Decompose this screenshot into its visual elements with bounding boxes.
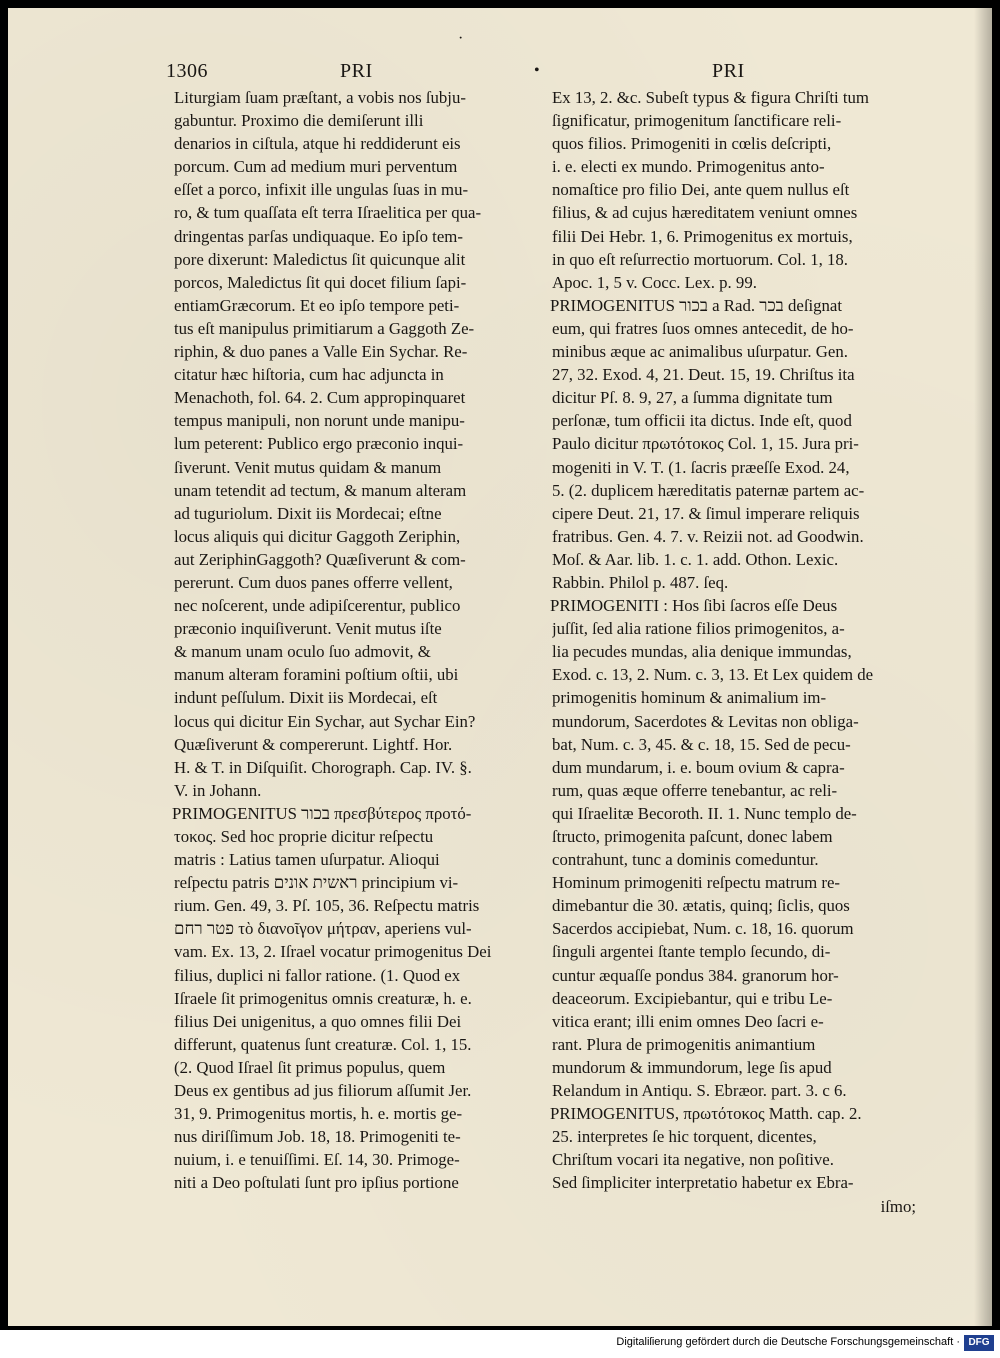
text-line: riphin, & duo panes a Valle Ein Sychar. Re- — [174, 342, 468, 362]
text-line: Ex 13, 2. &c. Subeſt typus & figura Chriſti tum — [552, 88, 869, 107]
text-line: dringentas parſas undiquaque. Eo ipſo tem- — [174, 226, 463, 246]
text-line: 25. interpretes ſe hic torquent, dicentes, — [552, 1127, 817, 1147]
text-line: fratribus. Gen. 4. 7. v. Reizii not. ad Goodwin. — [552, 526, 864, 546]
text-line: dicitur Pſ. 8. 9, 27, a ſumma dignitate tum — [552, 388, 833, 408]
text-line: Liturgiam ſuam præſtant, a vobis nos ſubju- — [174, 88, 466, 107]
text-line: ſinguli argentei ſtante templo ſecundo, di- — [552, 942, 831, 962]
text-line: qui Iſraelitæ Becoroth. II. 1. Nunc templo de- — [552, 803, 857, 823]
text-line: matris : Latius tamen uſurpatur. Alioqui — [174, 850, 440, 870]
text-line: mundorum & immundorum, lege ſis apud — [552, 1057, 832, 1077]
text-line: deaceorum. Excipiebantur, qui e tribu Le- — [552, 988, 833, 1008]
text-line: PRIMOGENITI : Hos ſibi ſacros eſſe Deus — [550, 596, 838, 616]
text-line: Exod. c. 13, 2. Num. c. 3, 13. Et Lex quidem de — [552, 665, 874, 685]
text-line: primogenitis hominum & animalium im- — [552, 688, 827, 708]
text-line: vam. Ex. 13, 2. Iſrael vocatur primogenitus Dei — [174, 942, 492, 962]
text-line: indunt peſſulum. Dixit iis Mordecai, eſt — [174, 688, 438, 708]
text-line: (2. Quod Iſrael ſit primus populus, quem — [174, 1057, 446, 1077]
text-line: rant. Plura de primogenitis animantium — [552, 1034, 816, 1054]
text-line: Moſ. & Aar. lib. 1. c. 1. add. Othon. Lexic. — [552, 549, 839, 569]
text-line: eſſet a porco, infixit ille ungulas ſuas in mu- — [174, 180, 469, 200]
text-line: nomaſtice pro filio Dei, ante quem nullus eſt — [552, 180, 850, 200]
text-line: tempus manipuli, non norunt unde manipu- — [174, 411, 465, 431]
text-line: cuntur æquaſſe pondus 384. granorum hor- — [552, 965, 839, 985]
text-line: iſmo; — [880, 1196, 916, 1216]
text-line: Sed ſimpliciter interpretatio habetur ex Ebra- — [552, 1173, 854, 1193]
text-line: Hominum primogeniti reſpectu matrum re- — [552, 873, 841, 893]
text-line: eum, qui fratres ſuos omnes antecedit, de ho- — [552, 318, 854, 338]
funding-credit: Digitaliſierung gefördert durch die Deutsche Forschungsgemeinschaft · — [616, 1336, 960, 1348]
text-line: ro, & tum quaſſata eſt terra Iſraelitica per qua- — [174, 203, 482, 223]
text-line: differunt, quatenus ſunt creaturæ. Col. 1, 15. — [174, 1034, 472, 1054]
page-speck: · — [458, 30, 464, 47]
text-line: pererunt. Cum duos panes offerre vellent, — [174, 572, 453, 592]
text-line: cipere Deut. 21, 17. & ſimul imperare reliquis — [552, 503, 860, 523]
text-line: פטר רחם τὸ διανοῖγον μήτραν, aperiens vul- — [174, 919, 472, 939]
text-line: manum alteram foramini poſtium oſtii, ubi — [174, 665, 459, 685]
text-line: aut ZeriphinGaggoth? Quæſiverunt & com- — [174, 549, 466, 569]
text-line: Sacerdos accipiebat, Num. c. 18, 16. quorum — [552, 919, 854, 939]
text-line: Iſraele ſit primogenitus omnis creaturæ, h. e. — [174, 988, 472, 1008]
text-line: filius, duplici ni fallor ratione. (1. Quod ex — [174, 965, 461, 985]
text-line: ſignificatur, primogenitum ſanctificare reli- — [552, 111, 842, 131]
page-number: 1306 — [166, 60, 208, 82]
text-line: filius Dei unigenitus, a quo omnes filii Dei — [174, 1011, 462, 1031]
text-line: PRIMOGENITUS, πρωτότοκος Matth. cap. 2. — [550, 1104, 862, 1124]
text-line: reſpectu patris ראשית אונים principium vi- — [174, 873, 459, 893]
text-line: dimebantur die 30. ætatis, quinq; ſiclis, quos — [552, 896, 850, 916]
text-line: Chriſtum vocari ita negative, non poſitive. — [552, 1150, 834, 1170]
text-line: nus diriſſimum Job. 18, 18. Primogeniti te- — [174, 1127, 461, 1147]
text-line: τοκος. Sed hoc proprie dicitur reſpectu — [174, 827, 434, 846]
text-line: in quo eſt reſurrectio mortuorum. Col. 1, 18. — [552, 249, 848, 269]
text-line: H. & T. in Diſquiſit. Chorograph. Cap. IV. §. — [174, 757, 472, 777]
text-line: citatur hæc hiſtoria, cum hac adjuncta in — [174, 365, 444, 385]
text-line: vitica erant; illi enim omnes Deo ſacri e- — [552, 1011, 824, 1031]
text-line: entiamGræcorum. Et eo ipſo tempore peti- — [174, 295, 460, 315]
text-line: ad tuguriolum. Dixit iis Mordecai; eſtne — [174, 503, 442, 523]
running-head-right: PRI — [712, 60, 745, 82]
text-line: Apoc. 1, 5 v. Cocc. Lex. p. 99. — [552, 272, 757, 292]
text-line: dum mundarum, i. e. boum ovium & capra- — [552, 757, 845, 777]
text-line: perſonæ, tum officii ita dictus. Inde eſt, quod — [552, 411, 852, 431]
text-line: pore dixerunt: Maledictus ſit quicunque alit — [174, 249, 466, 269]
text-line: nec noſcerent, unde adipiſcerentur, publico — [174, 596, 461, 616]
text-line: minibus æque ac animalibus uſurpatur. Gen. — [552, 342, 848, 362]
text-line: Quæſiverunt & compererunt. Lightf. Hor. — [174, 734, 453, 754]
text-line: præconio inquiſiverunt. Venit mutus iſte — [174, 619, 442, 639]
text-line: V. in Johann. — [174, 780, 262, 800]
text-line: PRIMOGENITUS בכור a Rad. בכר deſignat — [550, 295, 843, 315]
text-line: locus qui dicitur Ein Sychar, aut Sychar Ein? — [174, 711, 476, 731]
text-line: lia pecudes mundas, alia denique immundas, — [552, 642, 852, 662]
text-line: & manum unam oculo ſuo admovit, & — [174, 642, 431, 662]
text-line: i. e. electi ex mundo. Primogenitus anto- — [552, 157, 825, 177]
text-line: Paulo dicitur πρωτότοκος Col. 1, 15. Jura pri- — [552, 434, 859, 454]
text-line: locus aliquis qui dicitur Gaggoth Zeriphin, — [174, 526, 461, 546]
left-text-column — [174, 86, 536, 1195]
text-line: porcum. Cum ad medium muri perventum — [174, 157, 458, 177]
text-line: juſſit, ſed alia ratione filios primogenitos, a- — [552, 619, 845, 639]
digitization-footer — [0, 1330, 1000, 1358]
dfg-logo: DFG — [964, 1335, 994, 1351]
text-line: ſtructo, primogenita paſcunt, donec labem — [552, 827, 833, 846]
text-line: filii Dei Hebr. 1, 6. Primogenitus ex mortuis, — [552, 226, 853, 246]
text-line: Menachoth, fol. 64. 2. Cum appropinquaret — [174, 388, 466, 408]
text-line: tus eſt manipulus primitiarum a Gaggoth Ze- — [174, 318, 475, 338]
text-line: Deus ex gentibus ad jus filiorum aſſumit Jer. — [174, 1081, 472, 1101]
header-ornament-dot: • — [534, 62, 540, 79]
text-line: quos filios. Primogeniti in cœlis deſcripti, — [552, 134, 832, 154]
text-line: 5. (2. duplicem hæreditatis paternæ partem ac- — [552, 480, 865, 500]
text-line: lum peterent: Publico ergo præconio inqui- — [174, 434, 464, 454]
text-line: denarios in ciſtula, atque hi reddiderunt eis — [174, 134, 461, 154]
text-line: gabuntur. Proximo die demiſerunt illi — [174, 111, 424, 131]
text-line: mundorum, Sacerdotes & Levitas non obliga- — [552, 711, 859, 731]
text-line: filius, & ad cujus hæreditatem veniunt omnes — [552, 203, 858, 223]
text-line: Rabbin. Philol p. 487. ſeq. — [552, 572, 729, 592]
text-line: 27, 32. Exod. 4, 21. Deut. 15, 19. Chriſtus ita — [552, 365, 855, 385]
text-line: PRIMOGENITUS בכור πρεσβύτερος προτό- — [172, 803, 472, 823]
text-line: rium. Gen. 49, 3. Pſ. 105, 36. Reſpectu matris — [174, 896, 480, 916]
right-text-column — [552, 86, 916, 1218]
page-gutter-shadow — [974, 8, 992, 1326]
text-line: bat, Num. c. 3, 45. & c. 18, 15. Sed de pecu- — [552, 734, 851, 754]
text-line: ſiverunt. Venit mutus quidam & manum — [174, 457, 442, 477]
text-line: contrahunt, tunc a dominis comeduntur. — [552, 850, 819, 870]
text-line: nuium, i. e tenuiſſimi. Eſ. 14, 30. Primoge- — [174, 1150, 460, 1170]
text-line: niti a Deo poſtulati ſunt pro ipſius portione — [174, 1173, 459, 1193]
text-line: mogeniti in V. T. (1. ſacris præeſſe Exod. 24, — [552, 457, 850, 477]
text-line: 31, 9. Primogenitus mortis, h. e. mortis ge- — [174, 1104, 463, 1124]
text-line: unam tetendit ad tectum, & manum alteram — [174, 480, 467, 500]
text-line: rum, quas æque offerre tenebantur, ac reli- — [552, 780, 838, 800]
running-head-left: PRI — [340, 60, 373, 82]
text-line: Relandum in Antiqu. S. Ebræor. part. 3. c 6. — [552, 1081, 847, 1101]
text-line: porcos, Maledictus ſit qui docet filium ſapi- — [174, 272, 467, 292]
